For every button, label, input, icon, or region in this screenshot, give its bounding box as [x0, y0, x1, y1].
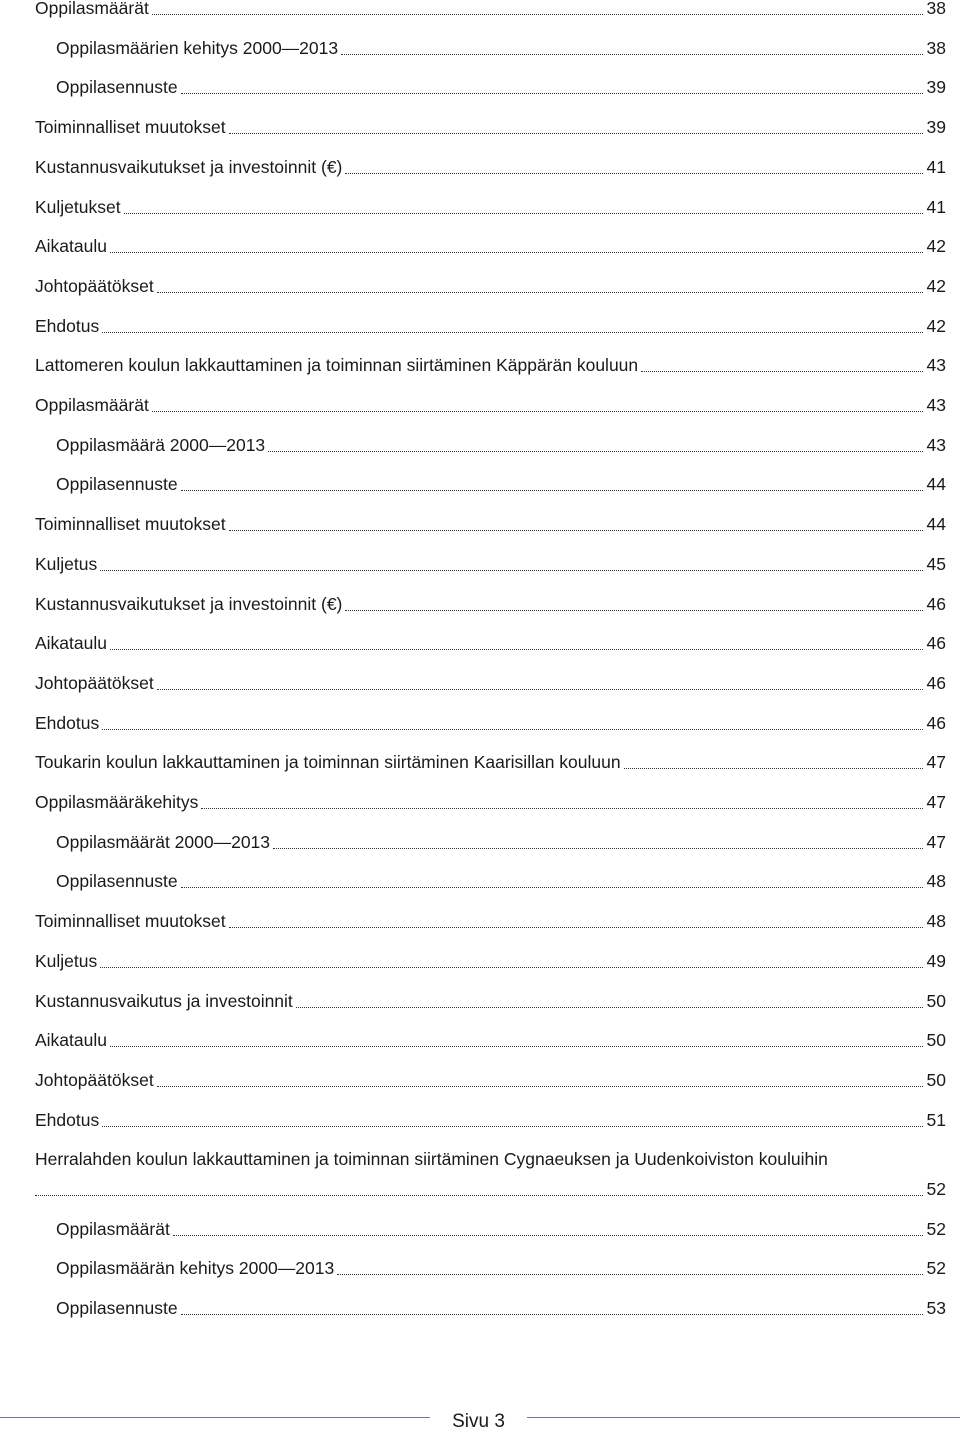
- toc-entry-title: Lattomeren koulun lakkauttaminen ja toiminnan siirtäminen Käppärän kouluun: [35, 355, 639, 376]
- toc-entry-title: Oppilasmäärän kehitys 2000—2013: [56, 1258, 335, 1279]
- toc-entry-title: Kustannusvaikutukset ja investoinnit (€): [35, 593, 343, 614]
- dot-leader: [102, 1126, 922, 1127]
- dot-leader: [624, 768, 923, 769]
- toc-entry-title: Oppilasmäärät: [35, 0, 149, 18]
- toc-entry[interactable]: [56, 1255, 946, 1281]
- page-number-footer: Sivu 3: [452, 1411, 505, 1432]
- toc-entry[interactable]: [35, 233, 946, 259]
- toc-entry-title: Johtopäätökset: [35, 1069, 154, 1090]
- dot-leader: [181, 490, 923, 491]
- dot-leader: [157, 689, 923, 690]
- toc-entry-page: 44: [926, 514, 946, 535]
- toc-entry-title: Aikataulu: [35, 1030, 107, 1051]
- toc-entry-title: Aikataulu: [35, 633, 107, 654]
- dot-leader: [181, 887, 923, 888]
- toc-entry-page: 52: [926, 1258, 946, 1279]
- toc-entry-page: 42: [926, 315, 946, 336]
- toc-entry-title: Oppilasmäärä 2000—2013: [56, 434, 266, 455]
- toc-entry-title: Aikataulu: [35, 236, 107, 257]
- toc-entry-page: 47: [926, 752, 946, 773]
- toc-entry-page: 41: [926, 196, 946, 217]
- toc-entry[interactable]: [35, 1027, 946, 1053]
- toc-entry[interactable]: [35, 352, 946, 378]
- toc-entry-page: 46: [926, 593, 946, 614]
- toc-entry-title: Kustannusvaikutukset ja investoinnit (€): [35, 156, 343, 177]
- toc-entry[interactable]: [56, 471, 946, 497]
- toc-entry[interactable]: [35, 670, 946, 696]
- toc-entry-title: Ehdotus: [35, 315, 100, 336]
- toc-entry-page: 42: [926, 236, 946, 257]
- dot-leader: [296, 1007, 923, 1008]
- toc-entry-page: 45: [926, 553, 946, 574]
- dot-leader: [273, 848, 923, 849]
- toc-entry-continuation[interactable]: [35, 1176, 946, 1202]
- dot-leader: [641, 371, 922, 372]
- dot-leader: [201, 808, 922, 809]
- toc-entry[interactable]: [56, 1216, 946, 1242]
- dot-leader: [124, 213, 923, 214]
- toc-entry-page: 52: [926, 1218, 946, 1239]
- toc-entry[interactable]: [35, 948, 946, 974]
- toc-entry-page: 47: [926, 792, 946, 812]
- toc-entry-title: Toiminnalliset muutokset: [35, 117, 226, 138]
- toc-entry-title: Toukarin koulun lakkauttaminen ja toiminnan siirtäminen Kaarisillan kouluun: [35, 752, 621, 773]
- toc-entry[interactable]: [35, 591, 946, 617]
- toc-entry[interactable]: [35, 551, 946, 577]
- dot-leader: [229, 927, 923, 928]
- toc-entry[interactable]: [35, 273, 946, 299]
- footer-rule-left: [0, 1417, 430, 1418]
- dot-leader: [173, 1235, 923, 1236]
- toc-entry-page: 43: [926, 355, 946, 376]
- dot-leader: [345, 173, 922, 174]
- toc-entry-title: Oppilasennuste: [56, 1298, 178, 1319]
- toc-entry[interactable]: [35, 511, 946, 537]
- dot-leader: [110, 649, 923, 650]
- toc-entry[interactable]: [56, 35, 946, 61]
- dot-leader: [102, 332, 922, 333]
- dot-leader: [100, 570, 922, 571]
- toc-entry-title: Kuljetus: [35, 950, 98, 971]
- toc-entry-page: 39: [926, 117, 946, 138]
- toc-entry[interactable]: [35, 313, 946, 339]
- toc-entry-title: Oppilasennuste: [56, 77, 178, 98]
- dot-leader: [110, 1046, 923, 1047]
- dot-leader: [110, 252, 923, 253]
- dot-leader: [152, 14, 923, 15]
- toc-entry-title: Kuljetukset: [35, 196, 121, 217]
- dot-leader: [157, 1086, 923, 1087]
- toc-entry[interactable]: [35, 392, 946, 418]
- toc-entry[interactable]: [35, 908, 946, 934]
- toc-entry-page: 41: [926, 156, 946, 177]
- toc-entry-page: 47: [926, 831, 946, 852]
- toc-entry-page: 43: [926, 395, 946, 415]
- toc-entry-title: Kuljetus: [35, 553, 98, 574]
- toc-entry[interactable]: [35, 988, 946, 1014]
- toc-entry-page: 44: [926, 474, 946, 495]
- toc-entry-page: 50: [926, 1069, 946, 1090]
- toc-entry[interactable]: [35, 154, 946, 180]
- toc-entry[interactable]: [35, 710, 946, 736]
- toc-entry-page: 49: [926, 950, 946, 971]
- toc-entry[interactable]: [35, 789, 946, 815]
- toc-entry-title: Oppilasennuste: [56, 474, 178, 495]
- toc-entry-title: Oppilasmäärät: [35, 395, 149, 415]
- dot-leader: [268, 451, 922, 452]
- toc-entry-title: Oppilasmäärät: [56, 1218, 170, 1239]
- dot-leader: [102, 729, 922, 730]
- toc-entry-page: 46: [926, 672, 946, 693]
- toc-entry-title: Ehdotus: [35, 712, 100, 733]
- toc-entry[interactable]: [35, 114, 946, 140]
- toc-entry-title: Johtopäätökset: [35, 275, 154, 296]
- toc-entry[interactable]: [35, 194, 946, 220]
- toc-entry-title: Johtopäätökset: [35, 672, 154, 693]
- dot-leader: [100, 967, 922, 968]
- toc-entry-page: 43: [926, 434, 946, 455]
- dot-leader: [152, 411, 923, 412]
- dot-leader: [157, 292, 923, 293]
- toc-entry-title: Oppilasmäärät 2000—2013: [56, 831, 271, 852]
- toc-entry[interactable]: [35, 1067, 946, 1093]
- toc-entry-title: Kustannusvaikutus ja investoinnit: [35, 990, 293, 1011]
- toc-entry[interactable]: [56, 432, 946, 458]
- toc-entry[interactable]: [56, 1295, 946, 1321]
- toc-entry[interactable]: [35, 1146, 946, 1172]
- dot-leader: [181, 93, 923, 94]
- toc-entry-page: 42: [926, 275, 946, 296]
- toc-entry[interactable]: [56, 868, 946, 894]
- dot-leader: [341, 54, 922, 55]
- dot-leader: [229, 133, 923, 134]
- toc-entry-page: 53: [926, 1298, 946, 1319]
- toc-entry-title: Oppilasmäärien kehitys 2000—2013: [56, 37, 339, 58]
- toc-entry-page: 38: [926, 37, 946, 58]
- toc-entry[interactable]: [56, 829, 946, 855]
- toc-entry[interactable]: [35, 630, 946, 656]
- toc-entry-page: 39: [926, 77, 946, 98]
- toc-entry-title: Ehdotus: [35, 1109, 100, 1130]
- toc-entry-title: Oppilasmääräkehitys: [35, 792, 199, 812]
- toc-entry-title: Herralahden koulun lakkauttaminen ja toiminnan siirtäminen Cygnaeuksen ja Uudenkoiviston kouluihin: [35, 1149, 828, 1170]
- toc-entry[interactable]: [35, 749, 946, 775]
- toc-entry-page: 46: [926, 712, 946, 733]
- footer-rule-right: [527, 1417, 960, 1418]
- dot-leader: [229, 530, 923, 531]
- toc-entry-title: Oppilasennuste: [56, 871, 178, 892]
- toc-entry-page: 38: [926, 0, 946, 18]
- toc-entry[interactable]: [35, 0, 946, 21]
- toc-entry-title: Toiminnalliset muutokset: [35, 911, 226, 932]
- toc-entry-page: 48: [926, 911, 946, 932]
- toc-entry-page: 52: [926, 1179, 946, 1199]
- toc-entry[interactable]: [56, 74, 946, 100]
- toc-entry-page: 46: [926, 633, 946, 654]
- dot-leader: [181, 1314, 923, 1315]
- dot-leader: [345, 610, 922, 611]
- toc-entry[interactable]: [35, 1107, 946, 1133]
- dot-leader: [35, 1195, 923, 1196]
- toc-entry-page: 50: [926, 990, 946, 1011]
- toc-entry-page: 48: [926, 871, 946, 892]
- toc-entry-title: Toiminnalliset muutokset: [35, 514, 226, 535]
- toc-entry-page: 50: [926, 1030, 946, 1051]
- dot-leader: [337, 1274, 922, 1275]
- toc-entry-page: 51: [926, 1109, 946, 1130]
